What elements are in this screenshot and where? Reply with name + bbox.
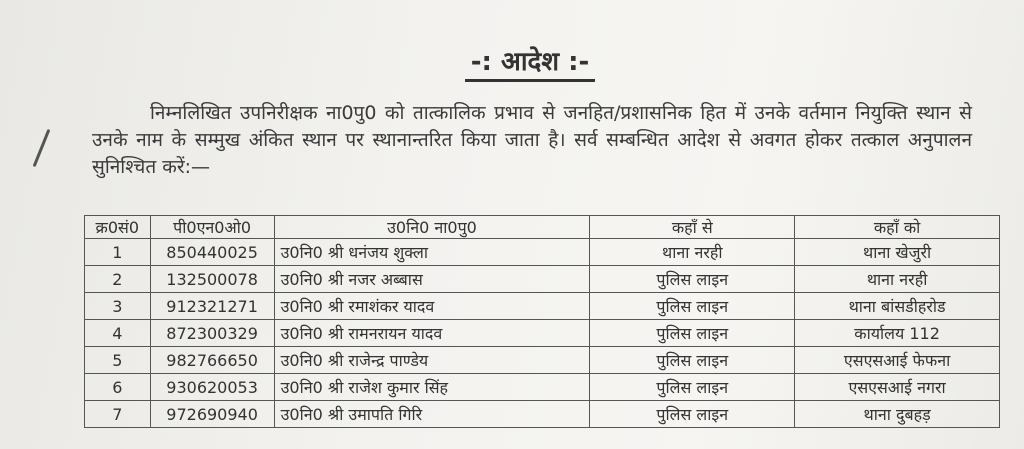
table-row bbox=[85, 266, 1000, 293]
pno-cell: 872300329 bbox=[150, 320, 274, 347]
pno-cell: 982766650 bbox=[150, 347, 274, 374]
name-cell: उ0नि0 श्री राजेश कुमार सिंह bbox=[274, 374, 590, 401]
pno-cell: 850440025 bbox=[150, 239, 274, 266]
to-cell: एसएसआई नगरा bbox=[795, 374, 1000, 401]
name-cell: उ0नि0 श्री उमापति गिरि bbox=[274, 401, 590, 428]
pno-cell: 912321271 bbox=[150, 293, 274, 320]
header-pno: पी0एन0ओ0 bbox=[150, 216, 274, 239]
header-from: कहाँ से bbox=[590, 216, 795, 239]
serial-cell: 5 bbox=[85, 347, 151, 374]
pno-cell: 132500078 bbox=[150, 266, 274, 293]
table-row bbox=[85, 293, 1000, 320]
to-cell: थाना बांसडीहरोड bbox=[795, 293, 1000, 320]
from-cell: पुलिस लाइन bbox=[590, 293, 795, 320]
to-cell: थाना नरही bbox=[795, 266, 1000, 293]
to-cell: थाना दुबहड़ bbox=[795, 401, 1000, 428]
name-cell: उ0नि0 श्री रामनरायन यादव bbox=[274, 320, 590, 347]
order-title: -: आदेश :- bbox=[0, 42, 1024, 78]
from-cell: पुलिस लाइन bbox=[590, 266, 795, 293]
serial-cell: 7 bbox=[85, 401, 151, 428]
name-cell: उ0नि0 श्री राजेन्द्र पाण्डेय bbox=[274, 347, 590, 374]
from-cell: पुलिस लाइन bbox=[590, 347, 795, 374]
from-cell: पुलिस लाइन bbox=[590, 374, 795, 401]
serial-cell: 1 bbox=[85, 239, 151, 266]
table-header-row bbox=[85, 216, 1000, 239]
to-cell: कार्यालय 112 bbox=[795, 320, 1000, 347]
transfer-table bbox=[84, 215, 1000, 428]
serial-cell: 6 bbox=[85, 374, 151, 401]
pno-cell: 972690940 bbox=[150, 401, 274, 428]
to-cell: थाना खेजुरी bbox=[795, 239, 1000, 266]
from-cell: थाना नरही bbox=[590, 239, 795, 266]
header-to: कहाँ को bbox=[795, 216, 1000, 239]
pen-mark bbox=[33, 129, 51, 167]
pno-cell: 930620053 bbox=[150, 374, 274, 401]
name-cell: उ0नि0 श्री धनंजय शुक्ला bbox=[274, 239, 590, 266]
table-row bbox=[85, 374, 1000, 401]
to-cell: एसएसआई फेफना bbox=[795, 347, 1000, 374]
table-row bbox=[85, 401, 1000, 428]
from-cell: पुलिस लाइन bbox=[590, 320, 795, 347]
table-row bbox=[85, 320, 1000, 347]
serial-cell: 3 bbox=[85, 293, 151, 320]
name-cell: उ0नि0 श्री रमाशंकर यादव bbox=[274, 293, 590, 320]
serial-cell: 4 bbox=[85, 320, 151, 347]
name-cell: उ0नि0 श्री नजर अब्बास bbox=[274, 266, 590, 293]
order-paragraph: निम्नलिखित उपनिरीक्षक ना0पु0 को तात्कालिक प्रभाव से जनहित/प्रशासनिक हित में उनके वर्तमान नियुक्ति स्थान से उनके नाम के सम्मुख अंकित स्थान पर स्थानान्तरित किया जाता है। सर्व सम्बन्धित आदेश से अवगत होकर तत्काल अनुपालन सुनिश्चित करें:— bbox=[92, 102, 972, 178]
table-row bbox=[85, 347, 1000, 374]
table-row bbox=[85, 239, 1000, 266]
from-cell: पुलिस लाइन bbox=[590, 401, 795, 428]
header-serial: क्र0सं0 bbox=[85, 216, 151, 239]
serial-cell: 2 bbox=[85, 266, 151, 293]
header-name: उ0नि0 ना0पु0 bbox=[274, 216, 590, 239]
